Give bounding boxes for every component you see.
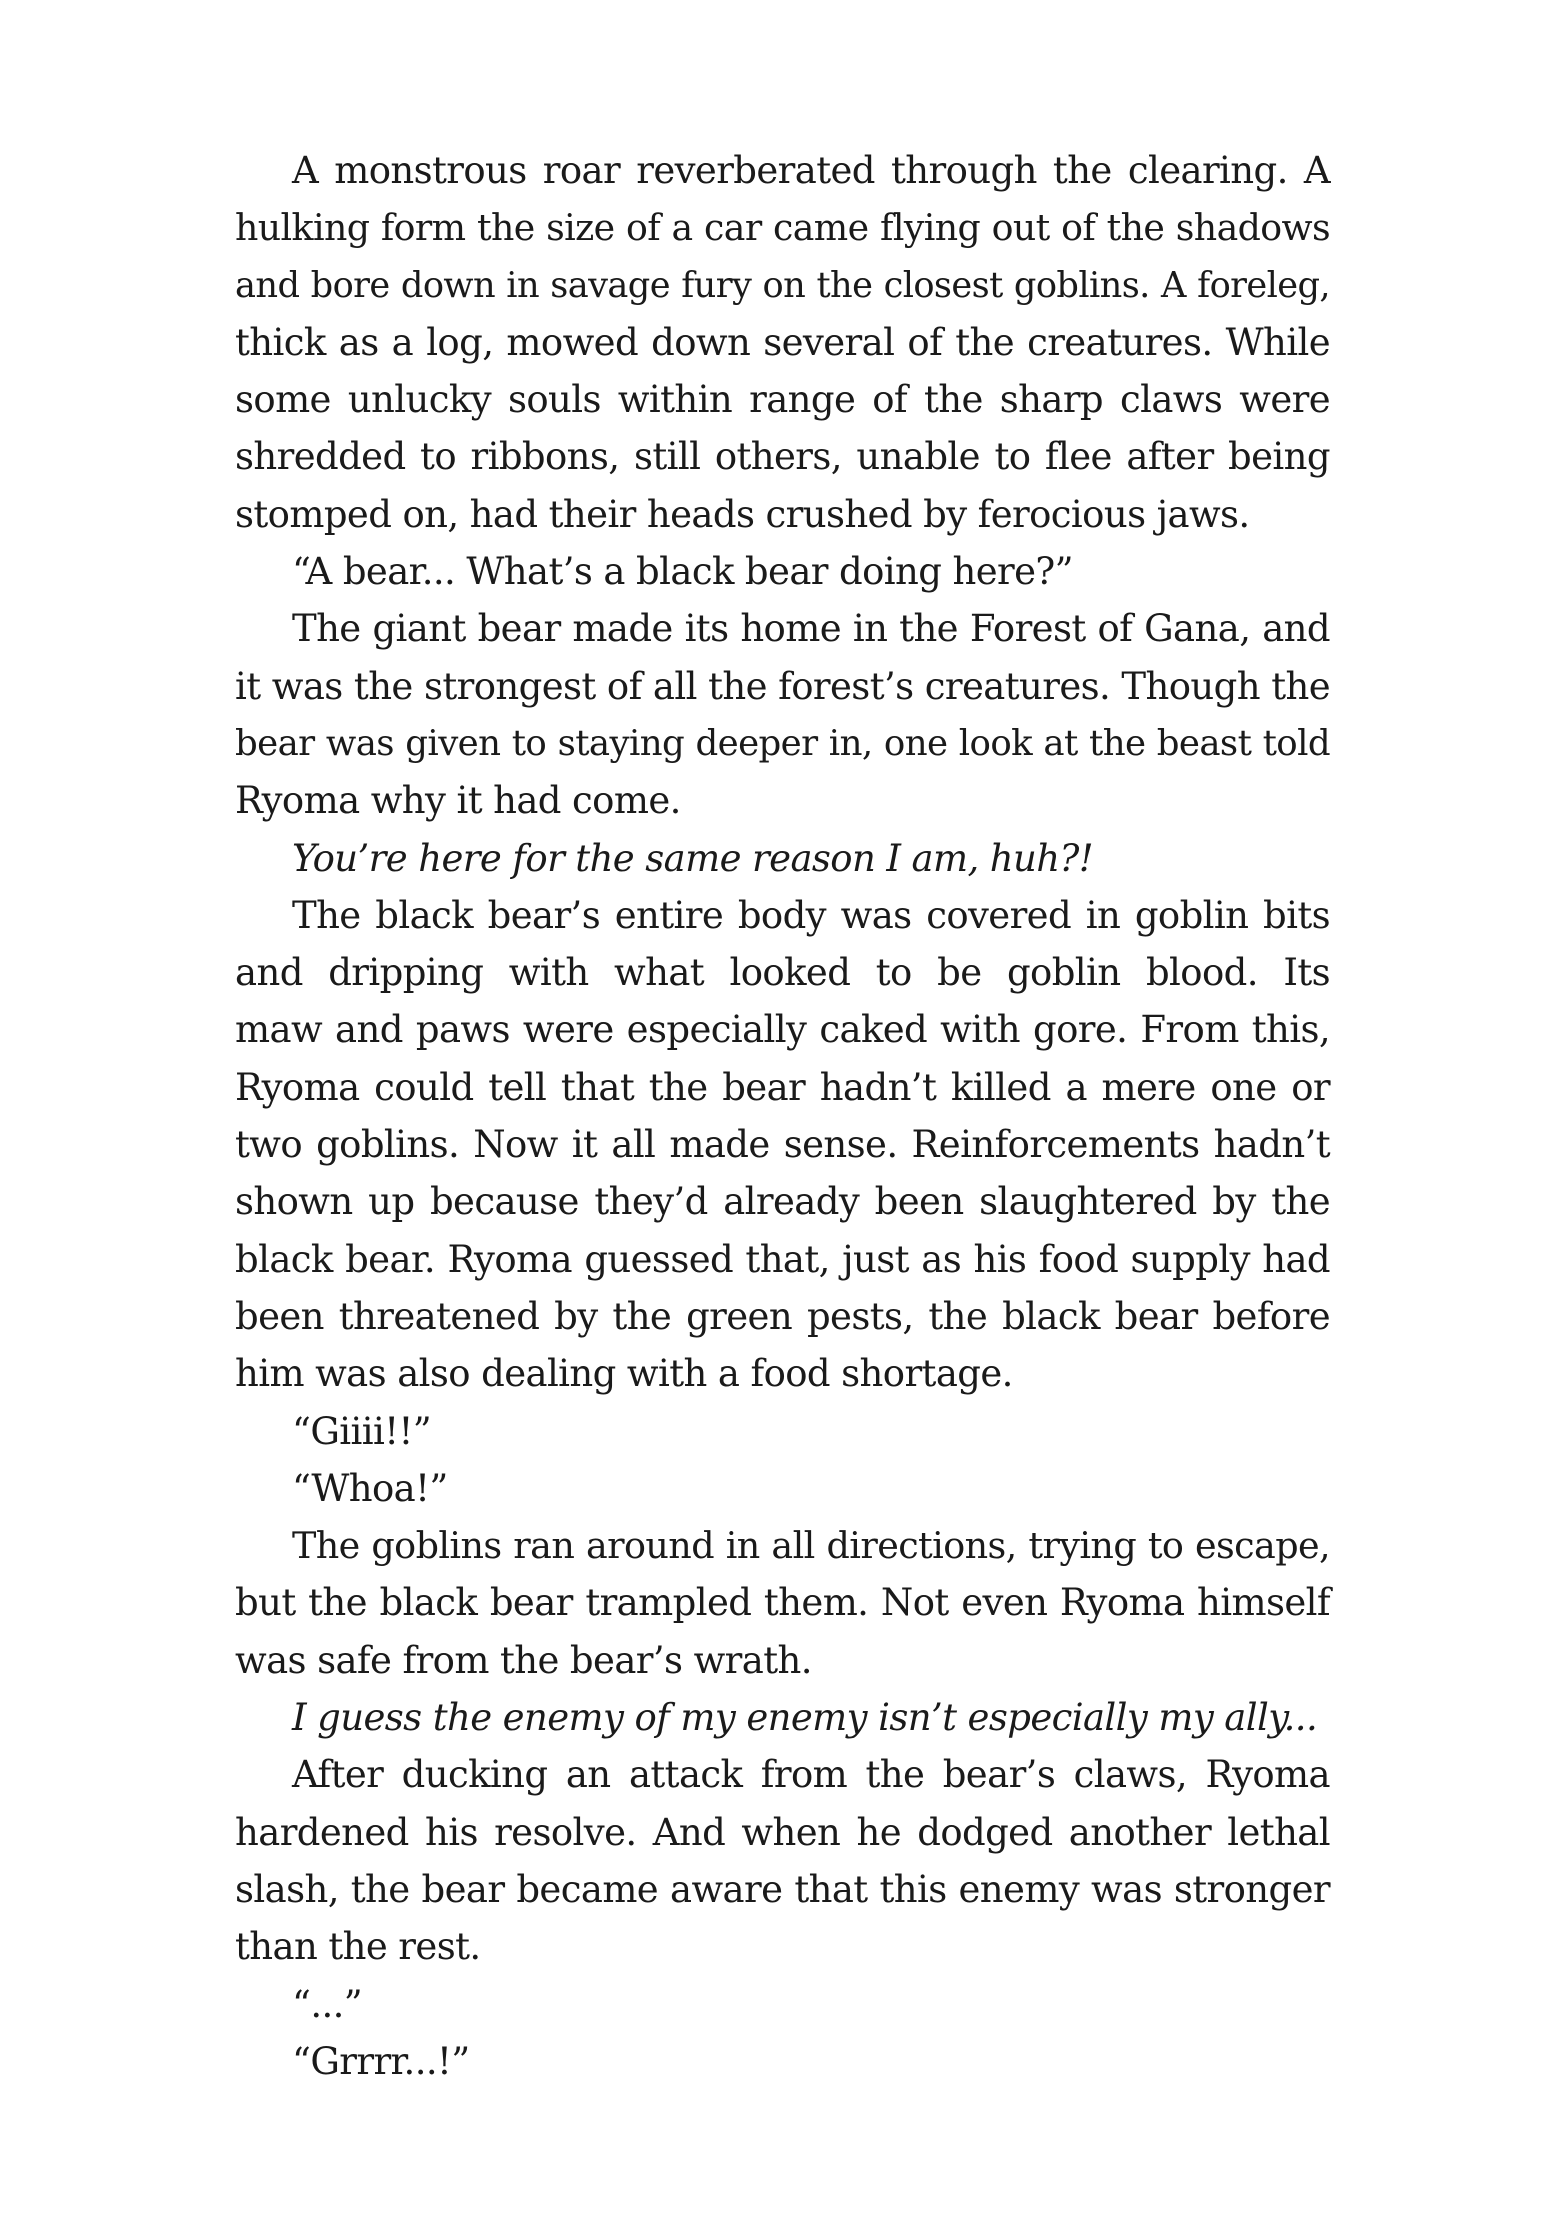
text-line: it was the strongest of all the forest’s creatures. Though the	[235, 664, 1330, 708]
text-line: “...”	[292, 1982, 363, 2026]
text-line: was safe from the bear’s wrath.	[235, 1638, 812, 1682]
text-line: “Giiii!!”	[292, 1409, 432, 1453]
text-line: shown up because they’d already been slaughtered by the	[235, 1180, 1330, 1224]
text-line: some unlucky souls within range of the sharp claws were	[235, 378, 1330, 422]
text-line: “Grrrr...!”	[292, 2039, 470, 2083]
text-line: but the black bear trampled them. Not even Ryoma himself	[235, 1581, 1330, 1625]
dialogue-a-bear	[235, 543, 1330, 600]
paragraph-bear-attack	[235, 142, 1330, 543]
paragraph-goblins-ran	[235, 1517, 1330, 1689]
dialogue-ellipsis	[235, 1976, 1330, 2033]
text-line: and dripping with what looked to be goblin blood. Its	[235, 951, 1330, 995]
text-line: been threatened by the green pests, the black bear before	[235, 1294, 1330, 1338]
paragraph-black-bear-body	[235, 887, 1330, 1403]
text-line: and bore down in savage fury on the closest goblins. A foreleg,	[235, 264, 1330, 306]
text-line: The goblins ran around in all directions, trying to escape,	[292, 1524, 1330, 1568]
text-line: After ducking an attack from the bear’s claws, Ryoma	[292, 1753, 1330, 1797]
text-line: hardened his resolve. And when he dodged another lethal	[235, 1810, 1330, 1854]
text-line: shredded to ribbons, still others, unable to flee after being	[235, 435, 1330, 479]
text-line: stomped on, had their heads crushed by ferocious jaws.	[235, 492, 1250, 536]
text-line: You’re here for the same reason I am, huh?!	[292, 836, 1093, 880]
text-line: two goblins. Now it all made sense. Reinforcements hadn’t	[235, 1123, 1330, 1167]
text-line: Ryoma why it had come.	[235, 779, 681, 823]
dialogue-whoa	[235, 1460, 1330, 1517]
text-line: slash, the bear became aware that this enemy was stronger	[235, 1867, 1330, 1911]
text-line: The giant bear made its home in the Forest of Gana, and	[292, 607, 1330, 651]
page-text	[235, 142, 1330, 2090]
text-line: bear was given to staying deeper in, one look at the beast told	[235, 722, 1330, 764]
dialogue-grrrr	[235, 2033, 1330, 2090]
text-line: I guess the enemy of my enemy isn’t especially my ally...	[292, 1696, 1318, 1740]
text-line: hulking form the size of a car came flying out of the shadows	[235, 206, 1330, 250]
text-line: black bear. Ryoma guessed that, just as his food supply had	[235, 1237, 1330, 1281]
text-line: thick as a log, mowed down several of the creatures. While	[235, 320, 1330, 364]
text-line: than the rest.	[235, 1925, 481, 1969]
text-line: maw and paws were especially caked with gore. From this,	[235, 1008, 1330, 1052]
text-line: Ryoma could tell that the bear hadn’t killed a mere one or	[235, 1065, 1330, 1109]
text-line: The black bear’s entire body was covered in goblin bits	[292, 893, 1330, 937]
text-line: “Whoa!”	[292, 1466, 448, 1510]
text-line: him was also dealing with a food shortage.	[235, 1352, 1013, 1396]
text-line: “A bear... What’s a black bear doing here?”	[292, 550, 1073, 594]
paragraph-giant-bear	[235, 600, 1330, 829]
thought-enemy-of-enemy	[235, 1689, 1330, 1746]
thought-same-reason	[235, 830, 1330, 887]
paragraph-after-ducking	[235, 1746, 1330, 1975]
dialogue-giiii	[235, 1403, 1330, 1460]
text-line: A monstrous roar reverberated through the clearing. A	[292, 149, 1330, 192]
